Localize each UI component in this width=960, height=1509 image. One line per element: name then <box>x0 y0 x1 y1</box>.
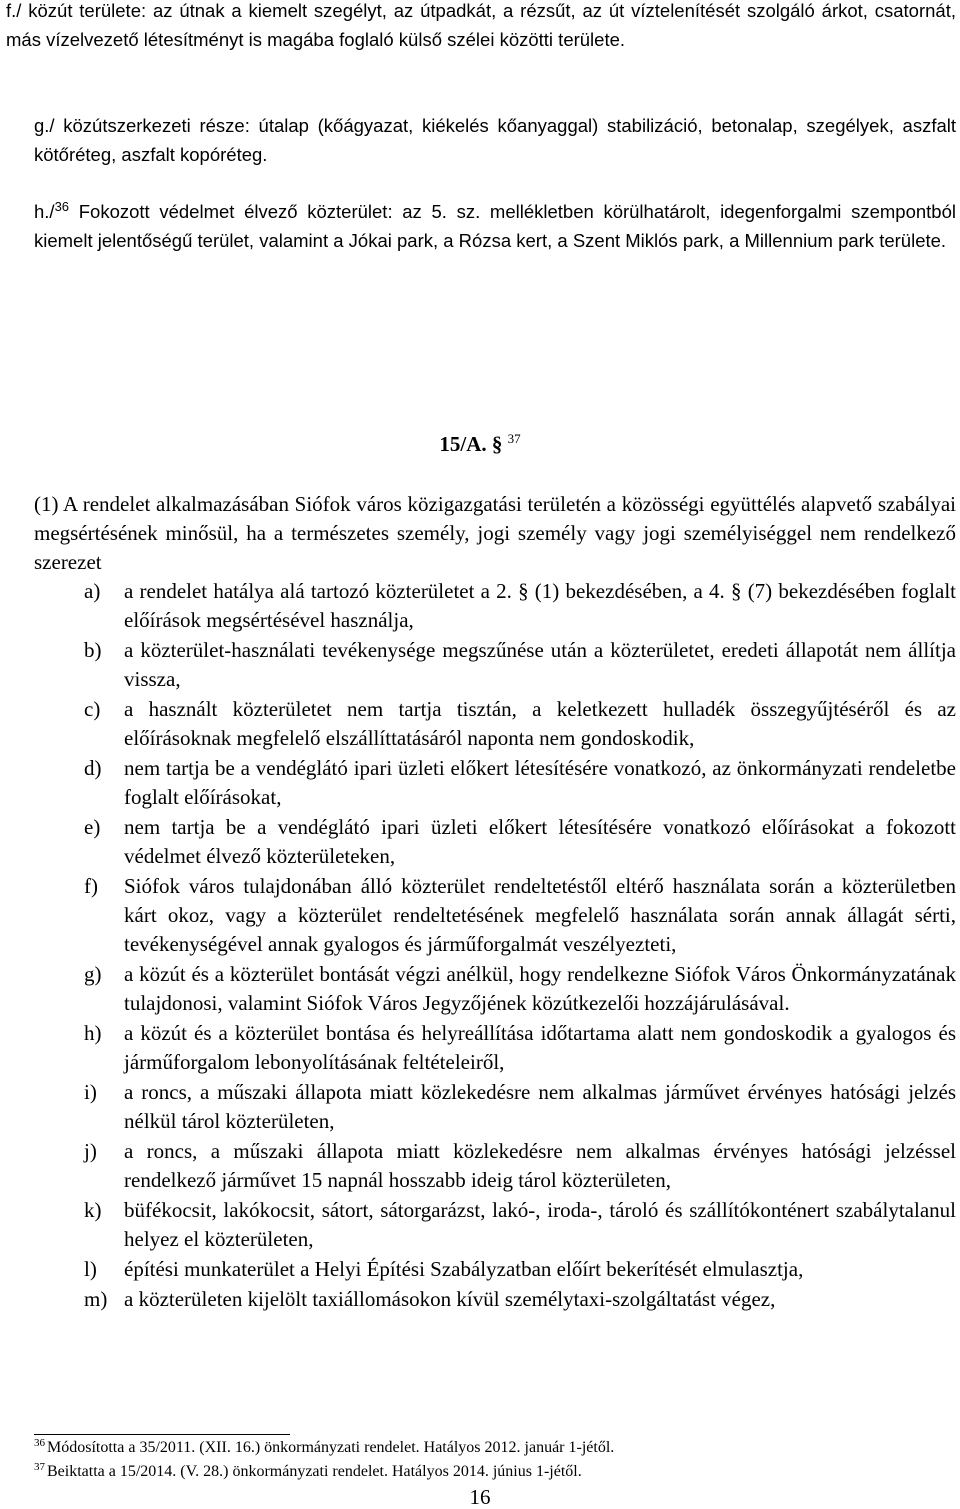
list-item-label: h) <box>84 1021 102 1045</box>
list-item-text: a roncs, a műszaki állapota miatt közlekedésre nem alkalmas járművet érvényes hatósági jelzés nélkül tárol közterületen, <box>124 1080 956 1133</box>
list-item-text: Siófok város tulajdonában álló közterület rendeltetéstől eltérő használata során a közterületben kárt okoz, vagy a közterület rendeltetésének megfelelő használata során annak állagát sérti, tevékenységével annak gyalogos és járműforgalmát veszélyezteti, <box>124 874 956 956</box>
list-item-label: b) <box>84 638 102 662</box>
footnote-text: Módosította a 35/2011. (XII. 16.) önkormányzati rendelet. Hatályos 2012. január 1-jétől. <box>47 1439 615 1456</box>
list-item-text: építési munkaterület a Helyi Építési Szabályzatban előírt bekerítését elmulasztja, <box>124 1257 804 1281</box>
list-item-text: a közút és a közterület bontását végzi anélkül, hogy rendelkezne Siófok Város Önkormányzatának tulajdonosi, valamint Siófok Város Jegyzőjének közútkezelői hozzájárulásával. <box>124 962 956 1015</box>
list-item-label: f) <box>84 874 98 898</box>
list-item-text: büfékocsit, lakókocsit, sátort, sátorgarázst, lakó-, iroda-, tároló és szállítókonténert szabálytalanul helyez el közterületen, <box>124 1198 956 1251</box>
list-item-label: i) <box>84 1080 97 1104</box>
list-item-label: a) <box>84 579 101 603</box>
footnote-divider <box>34 1434 290 1435</box>
list-item-text: a közterületen kijelölt taxiállomásokon kívül személytaxi-szolgáltatást végez, <box>124 1287 776 1311</box>
footnote-number: 36 <box>34 1436 45 1449</box>
paragraph-h-prefix: h./ <box>34 201 55 222</box>
list-item <box>84 1255 956 1284</box>
definition-paragraph-g: g./ közútszerkezeti része: útalap (kőágyazat, kiékelés kőanyaggal) stabilizáció, betonalap, szegélyek, aszfalt kötőréteg, aszfalt kopóréteg. <box>34 115 956 165</box>
list-item-label: c) <box>84 697 101 721</box>
list-item <box>84 1019 956 1077</box>
list-item-label: k) <box>84 1198 102 1222</box>
list-item <box>84 695 956 753</box>
section-heading <box>0 430 960 459</box>
section-number: 15/A. § <box>439 432 503 456</box>
list-item <box>84 1196 956 1254</box>
list-item-text: a használt közterületet nem tartja tisztán, a keletkezett hulladék összegyűjtéséről és az előírásoknak megfelelő elszállíttatásáról naponta nem gondoskodik, <box>124 697 956 750</box>
list-item-text: nem tartja be a vendéglátó ipari üzleti előkert létesítésére vonatkozó, az önkormányzati rendeletbe foglalt előírásokat, <box>124 756 956 809</box>
list-item <box>84 1285 956 1314</box>
list-item-text: a rendelet hatálya alá tartozó közterületet a 2. § (1) bekezdésében, a 4. § (7) bekezdésében foglalt előírások megsértésével használja, <box>124 579 956 632</box>
list-item-text: nem tartja be a vendéglátó ipari üzleti előkert létesítésére vonatkozó előírásokat a fokozott védelmet élvező közterületeken, <box>124 815 956 868</box>
page-number: 16 <box>469 1485 491 1509</box>
list-item-text: a roncs, a műszaki állapota miatt közlekedésre nem alkalmas érvényes hatósági jelzéssel rendelkező járművet 15 napnál hosszabb ideig tárol közterületen, <box>124 1139 956 1192</box>
footnote-ref-37: 37 <box>507 431 521 446</box>
footnote <box>34 1460 934 1484</box>
list-item-label: m) <box>84 1287 108 1311</box>
footnote-text: Beiktatta a 15/2014. (V. 28.) önkormányzati rendelet. Hatályos 2014. június 1-jétől. <box>47 1463 582 1480</box>
paragraph-h-text: Fokozott védelmet élvező közterület: az 5. sz. mellékletben körülhatárolt, idegenforgalmi szempontból kiemelt jelentőségű terület, valamint a Jókai park, a Rózsa kert, a Szent Miklós park, a Millennium park területe. <box>34 201 956 251</box>
list-item <box>84 813 956 871</box>
list-item-text: a közút és a közterület bontása és helyreállítása időtartama alatt nem gondoskodik a gyalogos és járműforgalom lebonyolításának feltételeiről, <box>124 1021 956 1074</box>
footnote-ref-36: 36 <box>54 198 70 214</box>
list-item <box>84 1078 956 1136</box>
footnote <box>34 1436 934 1460</box>
list-item <box>84 636 956 694</box>
list-item <box>84 577 956 635</box>
list-item-label: l) <box>84 1257 97 1281</box>
list-item-label: g) <box>84 962 102 986</box>
list-item <box>84 872 956 959</box>
list-item-label: j) <box>84 1139 97 1163</box>
footnote-number: 37 <box>34 1460 45 1473</box>
list-item-text: a közterület-használati tevékenysége megszűnése után a közterületet, eredeti állapotát nem állítja vissza, <box>124 638 956 691</box>
footnotes <box>34 1436 934 1484</box>
definition-paragraph-h <box>34 197 956 255</box>
definition-paragraph-f: f./ közút területe: az útnak a kiemelt szegélyt, az útpadkát, a rézsűt, az út víztelenítését szolgáló árkot, csatornát, más vízelvezető létesítményt is magába foglaló külső szélei közötti területe. <box>6 0 956 50</box>
subsection-1: (1) A rendelet alkalmazásában Siófok város közigazgatási területén a közösségi együttélés alapvető szabályai megsértésének minősül, ha a természetes személy, jogi személy vagy jogi személyiséggel nem rendelkező szerezet <box>34 492 956 574</box>
violation-list <box>84 577 956 1315</box>
list-item-label: e) <box>84 815 101 839</box>
list-item <box>84 960 956 1018</box>
list-item-label: d) <box>84 756 102 780</box>
list-item <box>84 1137 956 1195</box>
list-item <box>84 754 956 812</box>
